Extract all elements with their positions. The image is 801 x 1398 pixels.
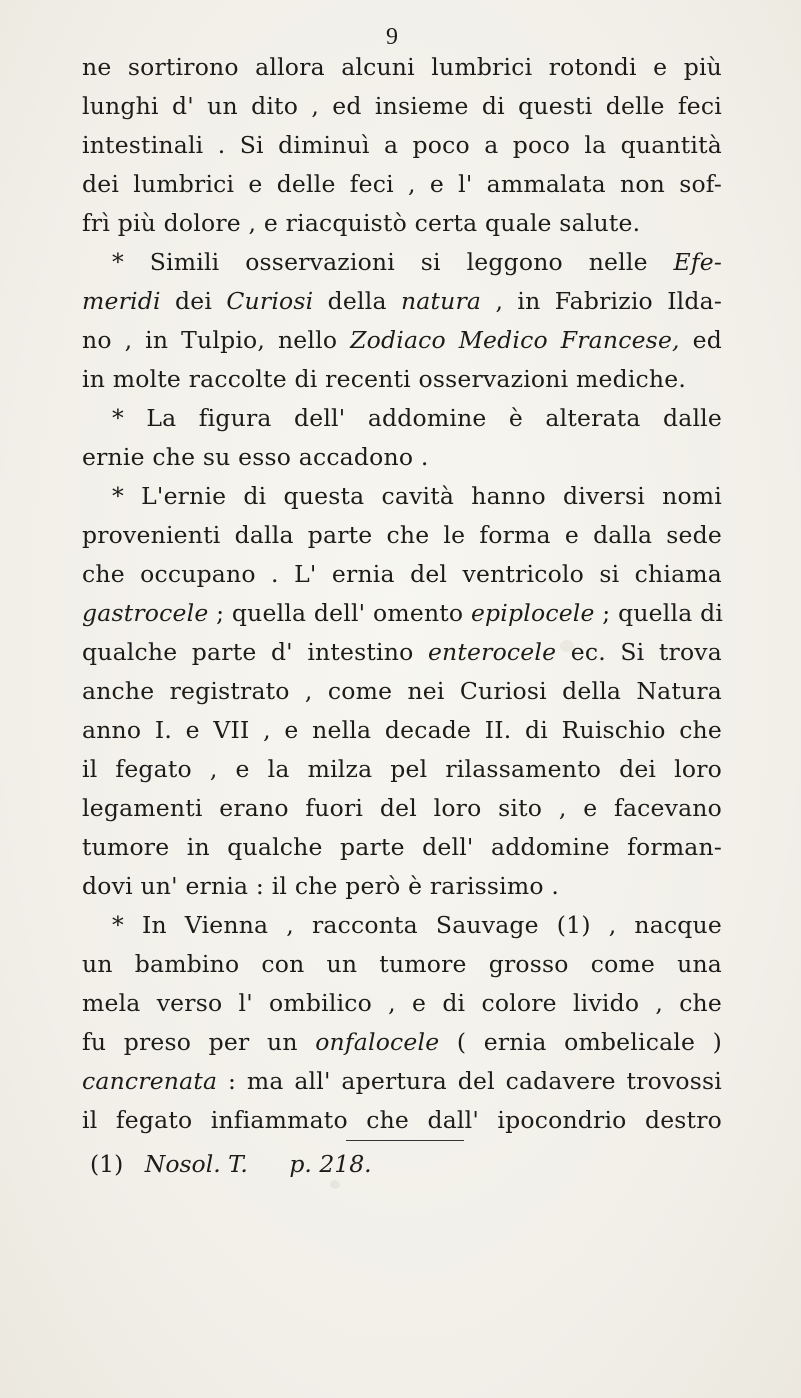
text-line: lunghi d' un dito , ed insieme di questi delle feci <box>82 92 722 120</box>
italic-title: Zodiaco Medico Francese, <box>350 326 680 354</box>
italic-term: epiplocele <box>470 599 595 627</box>
italic-term: cancrenata <box>82 1067 218 1095</box>
text-run: * Simili osservazioni si leggono nelle <box>112 248 648 276</box>
text-line: frì più dolore , e riacquistò certa quale salute. <box>82 209 641 237</box>
text-line: il fegato , e la milza pel rilassamento dei loro <box>82 755 722 783</box>
text-line: anche registrato , come nei Curiosi della Natura <box>82 677 722 705</box>
text-line: provenienti dalla parte che le forma e dalla sede <box>82 521 722 549</box>
italic-title: Curiosi <box>226 287 314 315</box>
text-line: un bambino con un tumore grosso come una <box>82 950 722 978</box>
italic-term: onfalocele <box>315 1028 440 1056</box>
italic-title: meridi <box>82 287 161 315</box>
text-run: ; quella dell' omento <box>216 599 464 627</box>
text-run: ed <box>692 326 723 354</box>
text-run: , in Fabrizio Ilda- <box>495 287 722 315</box>
italic-title: natura <box>400 287 482 315</box>
text-run: qualche parte d' intestino <box>82 638 414 666</box>
text-line: dei lumbrici e delle feci , e l' ammalata non sof- <box>82 170 722 198</box>
text-line: il fegato infiammato che dall' ipocondrio destro <box>82 1106 722 1134</box>
text-line: intestinali . Si diminuì a poco a poco la quantità <box>82 131 722 159</box>
text-line: * L'ernie di questa cavità hanno diversi nomi <box>112 482 722 510</box>
footnote-rule <box>346 1140 464 1141</box>
text-line <box>82 594 722 633</box>
text-line <box>82 282 722 321</box>
footnote <box>90 1150 372 1178</box>
text-line: tumore in qualche parte dell' addomine forman- <box>82 833 722 861</box>
body-text <box>82 48 722 1140</box>
text-line <box>82 1062 722 1101</box>
text-line <box>82 243 722 282</box>
text-run: no , in Tulpio, nello <box>82 326 338 354</box>
text-line: mela verso l' ombilico , e di colore livido , che <box>82 989 722 1017</box>
text-line <box>82 321 722 360</box>
text-run: ( ernia ombelicale ) <box>456 1028 722 1056</box>
text-line: * In Vienna , racconta Sauvage (1) , nacque <box>112 911 722 939</box>
italic-term: gastrocele <box>82 599 209 627</box>
text-line: * La figura dell' addomine è alterata dalle <box>112 404 722 432</box>
italic-title: Efe- <box>673 248 722 276</box>
text-line: legamenti erano fuori del loro sito , e facevano <box>82 794 722 822</box>
page-number: 9 <box>386 24 398 50</box>
text-line <box>82 1023 722 1062</box>
text-line: ne sortirono allora alcuni lumbrici rotondi e più <box>82 53 722 81</box>
text-run: ec. Si trova <box>570 638 722 666</box>
italic-term: enterocele <box>427 638 557 666</box>
text-run: : ma all' apertura del cadavere trovossi <box>227 1067 722 1095</box>
text-line: dovi un' ernia : il che però è rarissimo . <box>82 872 560 900</box>
text-run: fu preso per un <box>82 1028 298 1056</box>
paper-stain <box>330 1180 340 1189</box>
text-line: anno I. e VII , e nella decade II. di Ruischio che <box>82 716 722 744</box>
text-run: ; quella di <box>602 599 724 627</box>
text-run: dei <box>175 287 213 315</box>
text-line <box>82 633 722 672</box>
text-line: in molte raccolte di recenti osservazioni mediche. <box>82 365 687 393</box>
footnote-reference: Nosol. T. <box>144 1150 248 1178</box>
footnote-number: (1) <box>90 1150 124 1178</box>
text-line: che occupano . L' ernia del ventricolo si chiama <box>82 560 722 588</box>
footnote-page: p. 218. <box>289 1150 372 1178</box>
text-line: ernie che su esso accadono . <box>82 443 429 471</box>
text-run: della <box>327 287 387 315</box>
